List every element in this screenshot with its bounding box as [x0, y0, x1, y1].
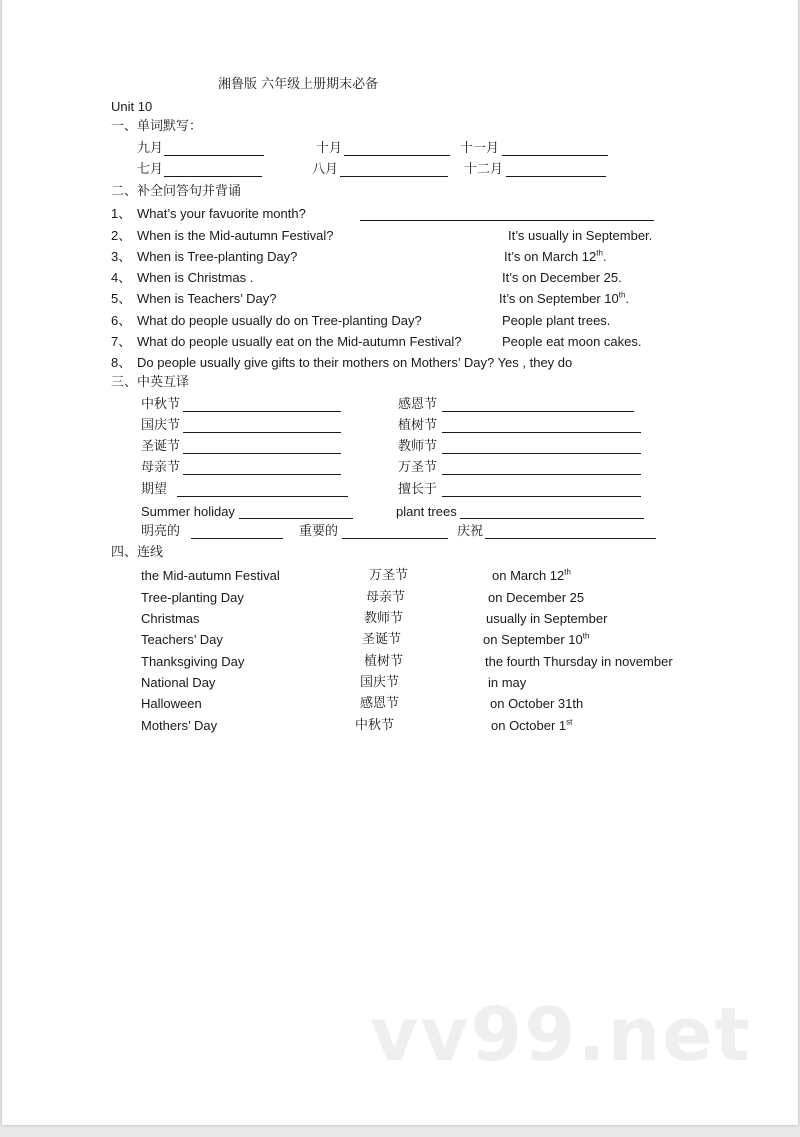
question-text: When is Teachers’ Day? — [137, 291, 277, 306]
term-plant-trees: plant trees — [396, 504, 457, 519]
ordinal-suffix: st — [566, 717, 573, 727]
question-number: 5、 — [111, 291, 132, 306]
term-thanksgiving: 感恩节 — [398, 397, 438, 412]
match-middle-item: 感恩节 — [360, 696, 400, 711]
answer-blank[interactable] — [485, 525, 656, 539]
term-bright: 明亮的 — [141, 524, 181, 539]
question-text: What do people usually eat on the Mid-autumn Festival? — [137, 334, 462, 349]
match-left-item: Tree-planting Day — [141, 590, 244, 605]
question-number: 1、 — [111, 206, 132, 221]
match-middle-item: 植树节 — [364, 654, 404, 669]
ordinal-suffix: th — [582, 631, 590, 641]
word-sep: 九月 — [137, 141, 164, 156]
answer-blank[interactable] — [442, 483, 641, 497]
answer-text — [499, 291, 629, 307]
answer-main: It’s on September 10 — [499, 291, 619, 306]
section2-heading: 二、补全问答句并背诵 — [111, 184, 242, 199]
answer-blank[interactable] — [342, 525, 448, 539]
match-right-text: on March 12 — [492, 568, 565, 583]
match-right-text: on September 10 — [483, 632, 583, 647]
answer-blank[interactable] — [183, 440, 341, 454]
match-middle-item: 中秋节 — [355, 718, 395, 733]
section4-heading: 四、连线 — [111, 545, 164, 560]
match-left-item: Christmas — [141, 611, 200, 626]
question-number: 7、 — [111, 334, 132, 349]
question-number: 6、 — [111, 313, 132, 328]
answer-blank[interactable] — [183, 398, 341, 412]
unit-label: Unit 10 — [111, 99, 153, 114]
match-left-item: Teachers’ Day — [141, 632, 223, 647]
answer-blank[interactable] — [344, 142, 450, 156]
term-good-at: 擅长于 — [398, 482, 438, 497]
question-text: Do people usually give gifts to their mothers on Mothers’ Day? Yes , they do — [137, 355, 573, 370]
term-christmas: 圣诞节 — [141, 439, 181, 454]
answer-text: It’s usually in September. — [508, 228, 653, 243]
word-dec: 十二月 — [464, 162, 504, 177]
watermark: vv99.net — [370, 992, 752, 1078]
answer-tail: . — [602, 249, 607, 264]
answer-text: People eat moon cakes. — [502, 334, 642, 349]
document-title: 湘鲁版 六年级上册期末必备 — [218, 77, 379, 92]
answer-blank[interactable] — [502, 142, 608, 156]
ordinal-suffix: th — [618, 290, 626, 300]
word-jul: 七月 — [137, 162, 164, 177]
match-left-item: Mothers’ Day — [141, 718, 218, 733]
answer-blank[interactable] — [239, 505, 353, 519]
term-important: 重要的 — [299, 524, 339, 539]
term-mid-autumn: 中秋节 — [141, 397, 181, 412]
match-right-item — [483, 632, 589, 648]
answer-tail: . — [625, 291, 630, 306]
answer-blank[interactable] — [442, 398, 634, 412]
answer-blank[interactable] — [442, 461, 641, 475]
answer-blank[interactable] — [460, 505, 644, 519]
question-text: When is the Mid-autumn Festival? — [137, 228, 334, 243]
match-right-item: the fourth Thursday in november — [485, 654, 673, 669]
match-middle-item: 万圣节 — [369, 568, 409, 583]
match-middle-item: 国庆节 — [360, 675, 400, 690]
answer-blank[interactable] — [442, 419, 641, 433]
question-number: 2、 — [111, 228, 132, 243]
word-oct: 十月 — [316, 141, 343, 156]
answer-blank[interactable] — [360, 207, 654, 221]
match-middle-item: 母亲节 — [366, 590, 406, 605]
answer-blank[interactable] — [442, 440, 641, 454]
question-text: When is Tree-planting Day? — [137, 249, 298, 264]
match-right-item — [491, 718, 572, 734]
answer-blank[interactable] — [340, 163, 448, 177]
document-page — [2, 0, 798, 1125]
ordinal-suffix: th — [564, 567, 571, 577]
match-right-text: on October 1 — [491, 718, 567, 733]
answer-text: It’s on December 25. — [502, 270, 622, 285]
match-left-item: Halloween — [141, 696, 202, 711]
question-text: What do people usually do on Tree-planting Day? — [137, 313, 422, 328]
answer-blank[interactable] — [177, 483, 348, 497]
term-summer-holiday: Summer holiday — [141, 504, 235, 519]
match-right-item: on October 31th — [490, 696, 584, 711]
question-text: When is Christmas . — [137, 270, 254, 285]
answer-text — [504, 249, 607, 265]
term-teachers-day: 教师节 — [398, 439, 438, 454]
answer-blank[interactable] — [183, 419, 341, 433]
word-aug: 八月 — [312, 162, 339, 177]
question-number: 4、 — [111, 270, 132, 285]
answer-text: People plant trees. — [502, 313, 611, 328]
match-left-item: Thanksgiving Day — [141, 654, 245, 669]
answer-blank[interactable] — [506, 163, 606, 177]
match-left-item: National Day — [141, 675, 216, 690]
ordinal-suffix: th — [596, 248, 603, 258]
question-text: What’s your favuorite month? — [137, 206, 306, 221]
term-mothers-day: 母亲节 — [141, 460, 181, 475]
section3-heading: 三、中英互译 — [111, 375, 190, 390]
match-middle-item: 圣诞节 — [362, 632, 402, 647]
question-number: 8、 — [111, 355, 132, 370]
section1-heading: 一、单词默写： — [111, 119, 203, 134]
term-national-day: 国庆节 — [141, 418, 181, 433]
term-celebrate: 庆祝 — [457, 524, 484, 539]
word-nov: 十一月 — [460, 141, 500, 156]
term-tree-planting: 植树节 — [398, 418, 438, 433]
match-right-item: on December 25 — [488, 590, 585, 605]
answer-blank[interactable] — [164, 163, 262, 177]
match-middle-item: 教师节 — [364, 611, 404, 626]
match-right-item: usually in September — [486, 611, 608, 626]
answer-main: It’s on March 12 — [504, 249, 597, 264]
match-right-item — [492, 568, 571, 584]
match-left-item: the Mid-autumn Festival — [141, 568, 280, 583]
term-halloween: 万圣节 — [398, 460, 438, 475]
answer-blank[interactable] — [183, 461, 341, 475]
match-right-item: in may — [488, 675, 527, 690]
answer-blank[interactable] — [191, 525, 283, 539]
answer-blank[interactable] — [164, 142, 264, 156]
term-expect: 期望 — [141, 482, 168, 497]
question-number: 3、 — [111, 249, 132, 264]
